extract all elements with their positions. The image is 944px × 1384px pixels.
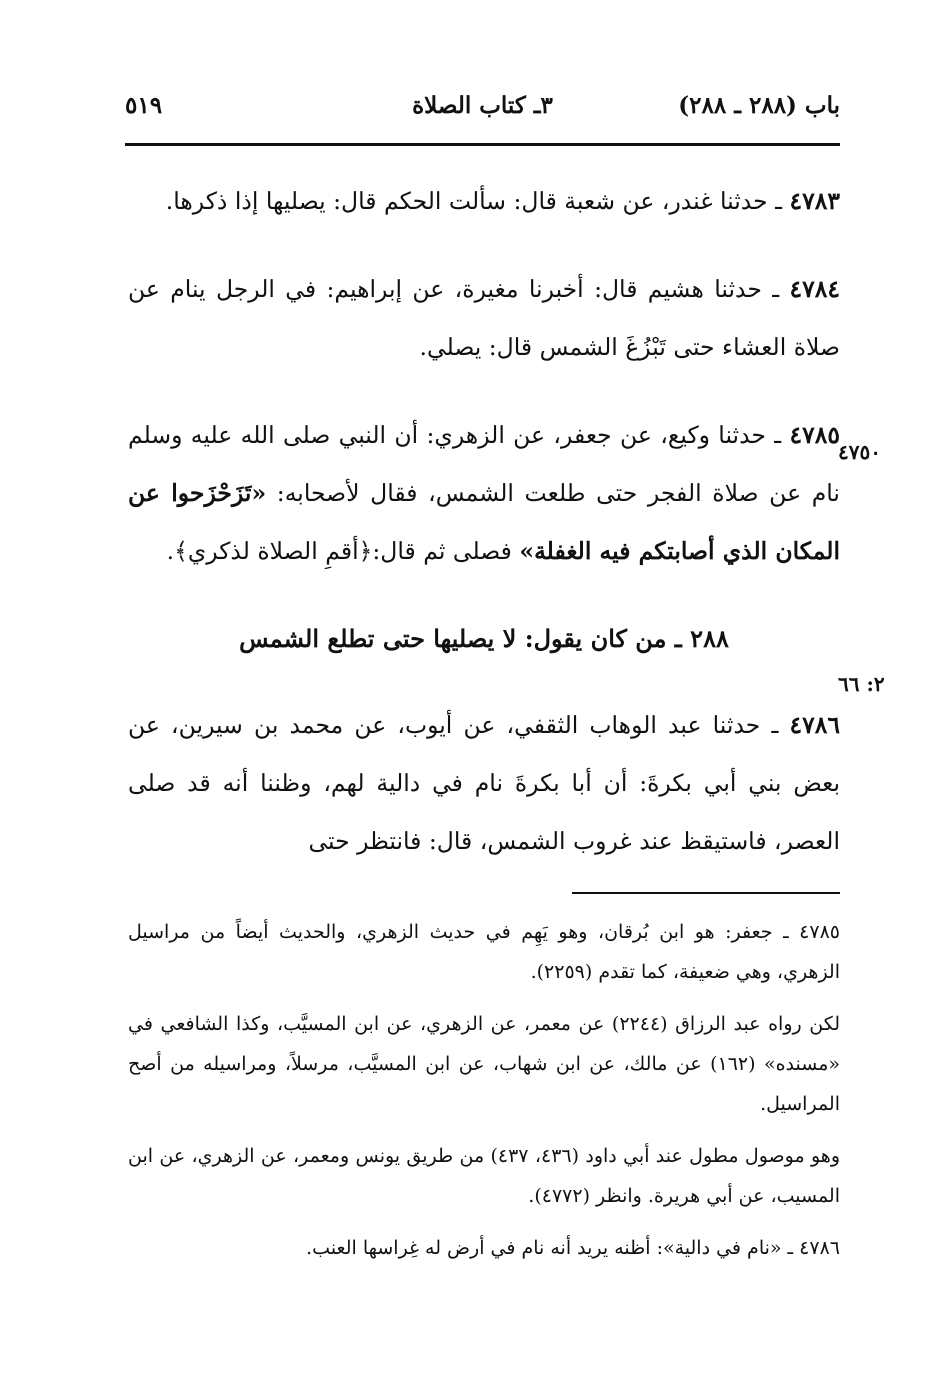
footnote: ٤٧٨٦ ـ «نام في دالية»: أظنه يريد أنه نام في أرض له غِراسها العنب. [306,1237,840,1259]
chapter-range: باب (٢٨٨ ـ ٢٨٨) [678,92,840,119]
hadith-text: ـ حدثنا عبد الوهاب الثقفي، عن أيوب، عن محمد بن سيرين، عن بعض بني أبي بكرةَ: أن أبا بكرةَ نام في دالية لهم، وظننا أنه قد صلى العصر، فاستيقظ عند غروب الشمس، قال: فانتظر حتى [128,711,840,855]
hadith-number: ٤٧٨٤ [789,275,840,303]
hadith-text: ـ حدثنا هشيم قال: أخبرنا مغيرة، عن إبراهيم: في الرجل ينام عن صلاة العشاء حتى تَبْزُغَ الشمس قال: يصلي. [128,275,840,361]
chapter-heading: ٢٨٨ ـ من كان يقول: لا يصليها حتى تطلع الشمس [239,624,729,653]
hadith-number: ٤٧٨٥ [789,421,840,449]
page-header [125,92,840,142]
margin-ref-chapter: ٢: ٦٦ [838,672,885,696]
hadith-4784 [128,260,840,376]
hadith-text: ـ حدثنا وكيع، عن جعفر، عن الزهري: أن النبي صلى الله عليه وسلم نام عن صلاة الفجر حتى طلعت الشمس، فقال لأصحابه: [128,421,840,507]
main-text [128,172,840,900]
hadith-4786 [128,696,840,870]
footnote-rule [572,892,840,894]
book-title: ٣ـ كتاب الصلاة [412,92,553,119]
footnote: لكن رواه عبد الرزاق (٢٢٤٤) عن معمر، عن الزهري، عن ابن المسيَّب، وكذا الشافعي في «مسنده» (١٦٢) عن مالك، عن ابن شهاب، عن ابن المسيَّب، مرسلاً، ومراسيله من أصح المراسيل. [128,1013,840,1115]
hadith-number: ٤٧٨٣ [789,187,840,215]
margin-ref-4750: ٤٧٥٠ [838,440,881,464]
hadith-quote: «تَزَحْزَحوا عن المكان الذي أصابتكم فيه الغفلة» [128,479,840,565]
hadith-text-after: فصلى ثم قال:﴿أقمِ الصلاة لذكري﴾. [166,537,512,565]
hadith-number: ٤٧٨٦ [789,711,840,739]
hadith-4783 [128,172,840,230]
page-number: ٥١٩ [125,92,163,119]
footnote: وهو موصول مطول عند أبي داود (٤٣٦، ٤٣٧) من طريق يونس ومعمر، عن الزهري، عن ابن المسيب، عن أبي هريرة. وانظر (٤٧٧٢). [128,1145,840,1207]
hadith-text: ـ حدثنا غندر، عن شعبة قال: سألت الحكم قال: يصليها إذا ذكرها. [165,187,783,215]
footnotes [128,912,840,1280]
footnote: ٤٧٨٥ ـ جعفر: هو ابن بُرقان، وهو يَهِم في حديث الزهري، والحديث أيضاً من مراسيل الزهري، وهي ضعيفة، كما تقدم (٢٢٥٩). [128,921,840,983]
header-rule [125,143,840,146]
hadith-4785 [128,406,840,580]
